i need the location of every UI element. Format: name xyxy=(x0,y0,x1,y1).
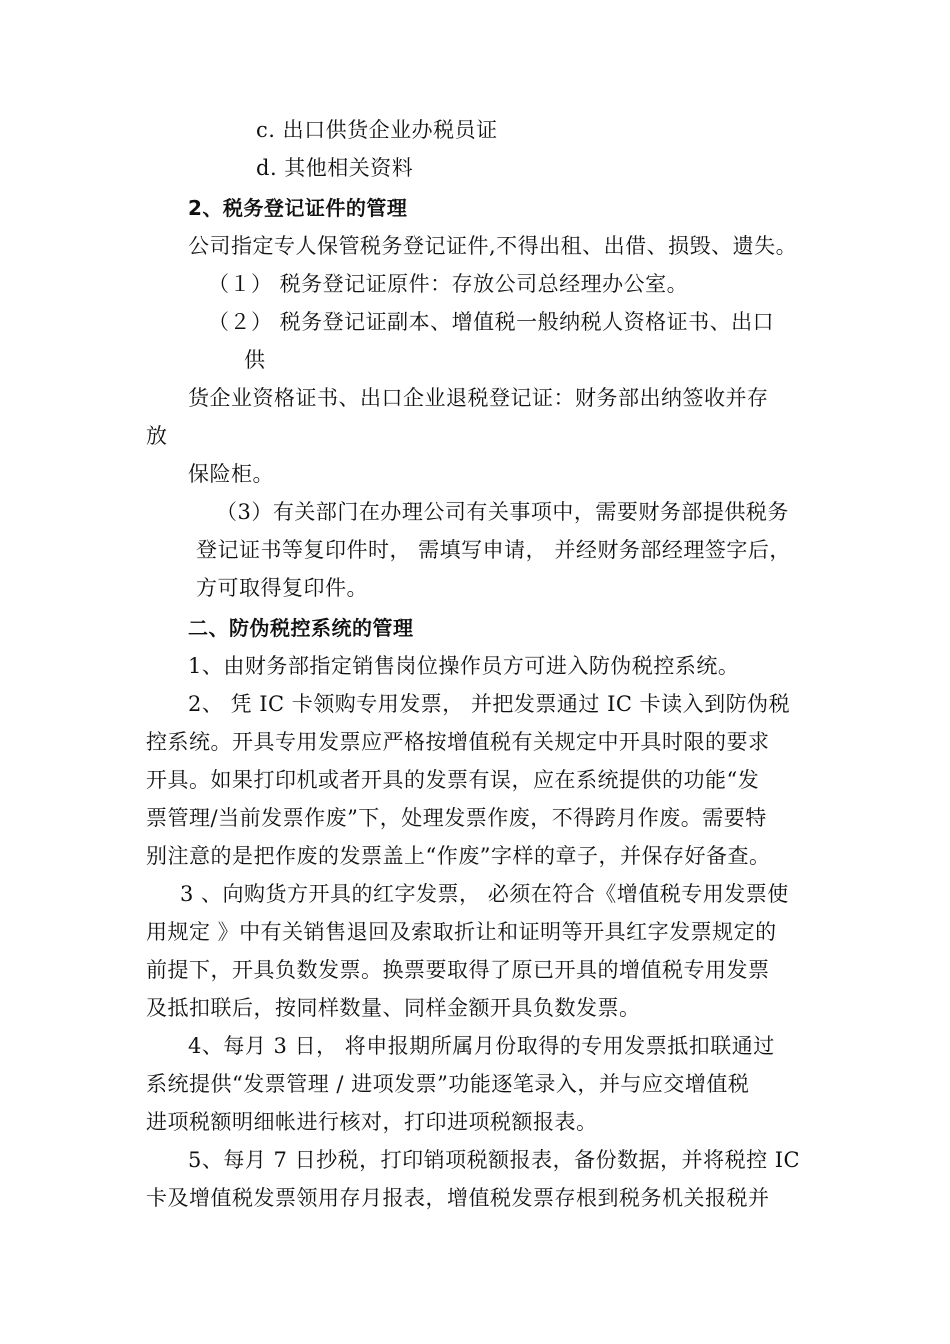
list-item-3-line-3: 方可取得复印件。 xyxy=(196,576,368,600)
paragraph-3-line-1: 3 、向购货方开具的红字发票， 必须在符合《增值税专用发票使 xyxy=(180,882,789,906)
paragraph-2-line-5: 别注意的是把作废的发票盖上“作废”字样的章子，并保存好备查。 xyxy=(146,844,771,868)
paragraph-4-line-2: 系统提供“发票管理 / 进项发票”功能逐笔录入，并与应交增值税 xyxy=(146,1072,750,1096)
paragraph-2-line-4: 票管理/当前发票作废”下，处理发票作废，不得跨月作废。需要特 xyxy=(146,806,767,830)
paragraph-3-line-3: 前提下，开具负数发票。换票要取得了原已开具的增值税专用发票 xyxy=(146,958,770,982)
list-item-3-line-2: 登记证书等复印件时， 需填写申请， 并经财务部经理签字后， xyxy=(196,538,791,562)
section-heading-er: 二、防伪税控系统的管理 xyxy=(188,616,414,640)
list-item-2: （２） 税务登记证副本、增值税一般纳税人资格证书、出口 xyxy=(208,310,775,334)
paragraph-2-line-1: 2、 凭 IC 卡领购专用发票， 并把发票通过 IC 卡读入到防伪税 xyxy=(188,692,791,716)
paragraph-4-line-3: 进项税额明细帐进行核对，打印进项税额报表。 xyxy=(146,1110,598,1134)
paragraph-2-line-2: 控系统。开具专用发票应严格按增值税有关规定中开具时限的要求 xyxy=(146,730,770,754)
list-item-2-wrap: 供 xyxy=(244,348,266,372)
paragraph-5-line-2: 卡及增值税发票领用存月报表，增值税发票存根到税务机关报税并 xyxy=(146,1186,770,1210)
paragraph-line: 保险柜。 xyxy=(188,462,274,486)
paragraph-3-line-2: 用规定 》中有关销售退回及索取折让和证明等开具红字发票规定的 xyxy=(146,920,777,944)
paragraph-3-line-4: 及抵扣联后，按同样数量、同样金额开具负数发票。 xyxy=(146,996,641,1020)
paragraph-1: 1、由财务部指定销售岗位操作员方可进入防伪税控系统。 xyxy=(188,654,740,678)
paragraph-line: 放 xyxy=(146,424,168,448)
paragraph-4-line-1: 4、每月 3 日， 将申报期所属月份取得的专用发票抵扣联通过 xyxy=(188,1034,775,1058)
list-item-3: （3）有关部门在办理公司有关事项中，需要财务部提供税务 xyxy=(216,500,789,524)
paragraph-5-line-1: 5、每月 7 日抄税，打印销项税额报表，备份数据，并将税控 IC xyxy=(188,1148,801,1172)
paragraph-line: 公司指定专人保管税务登记证件,不得出租、出借、损毁、遗失。 xyxy=(188,234,798,258)
section-heading-2: 2、税务登记证件的管理 xyxy=(188,196,408,220)
item-d: d. 其他相关资料 xyxy=(256,156,414,180)
item-c: c. 出口供货企业办税员证 xyxy=(256,118,498,142)
paragraph-line: 货企业资格证书、出口企业退税登记证：财务部出纳签收并存 xyxy=(188,386,769,410)
paragraph-2-line-3: 开具。如果打印机或者开具的发票有误，应在系统提供的功能“发 xyxy=(146,768,760,792)
list-item-1: （１） 税务登记证原件：存放公司总经理办公室。 xyxy=(208,272,689,296)
